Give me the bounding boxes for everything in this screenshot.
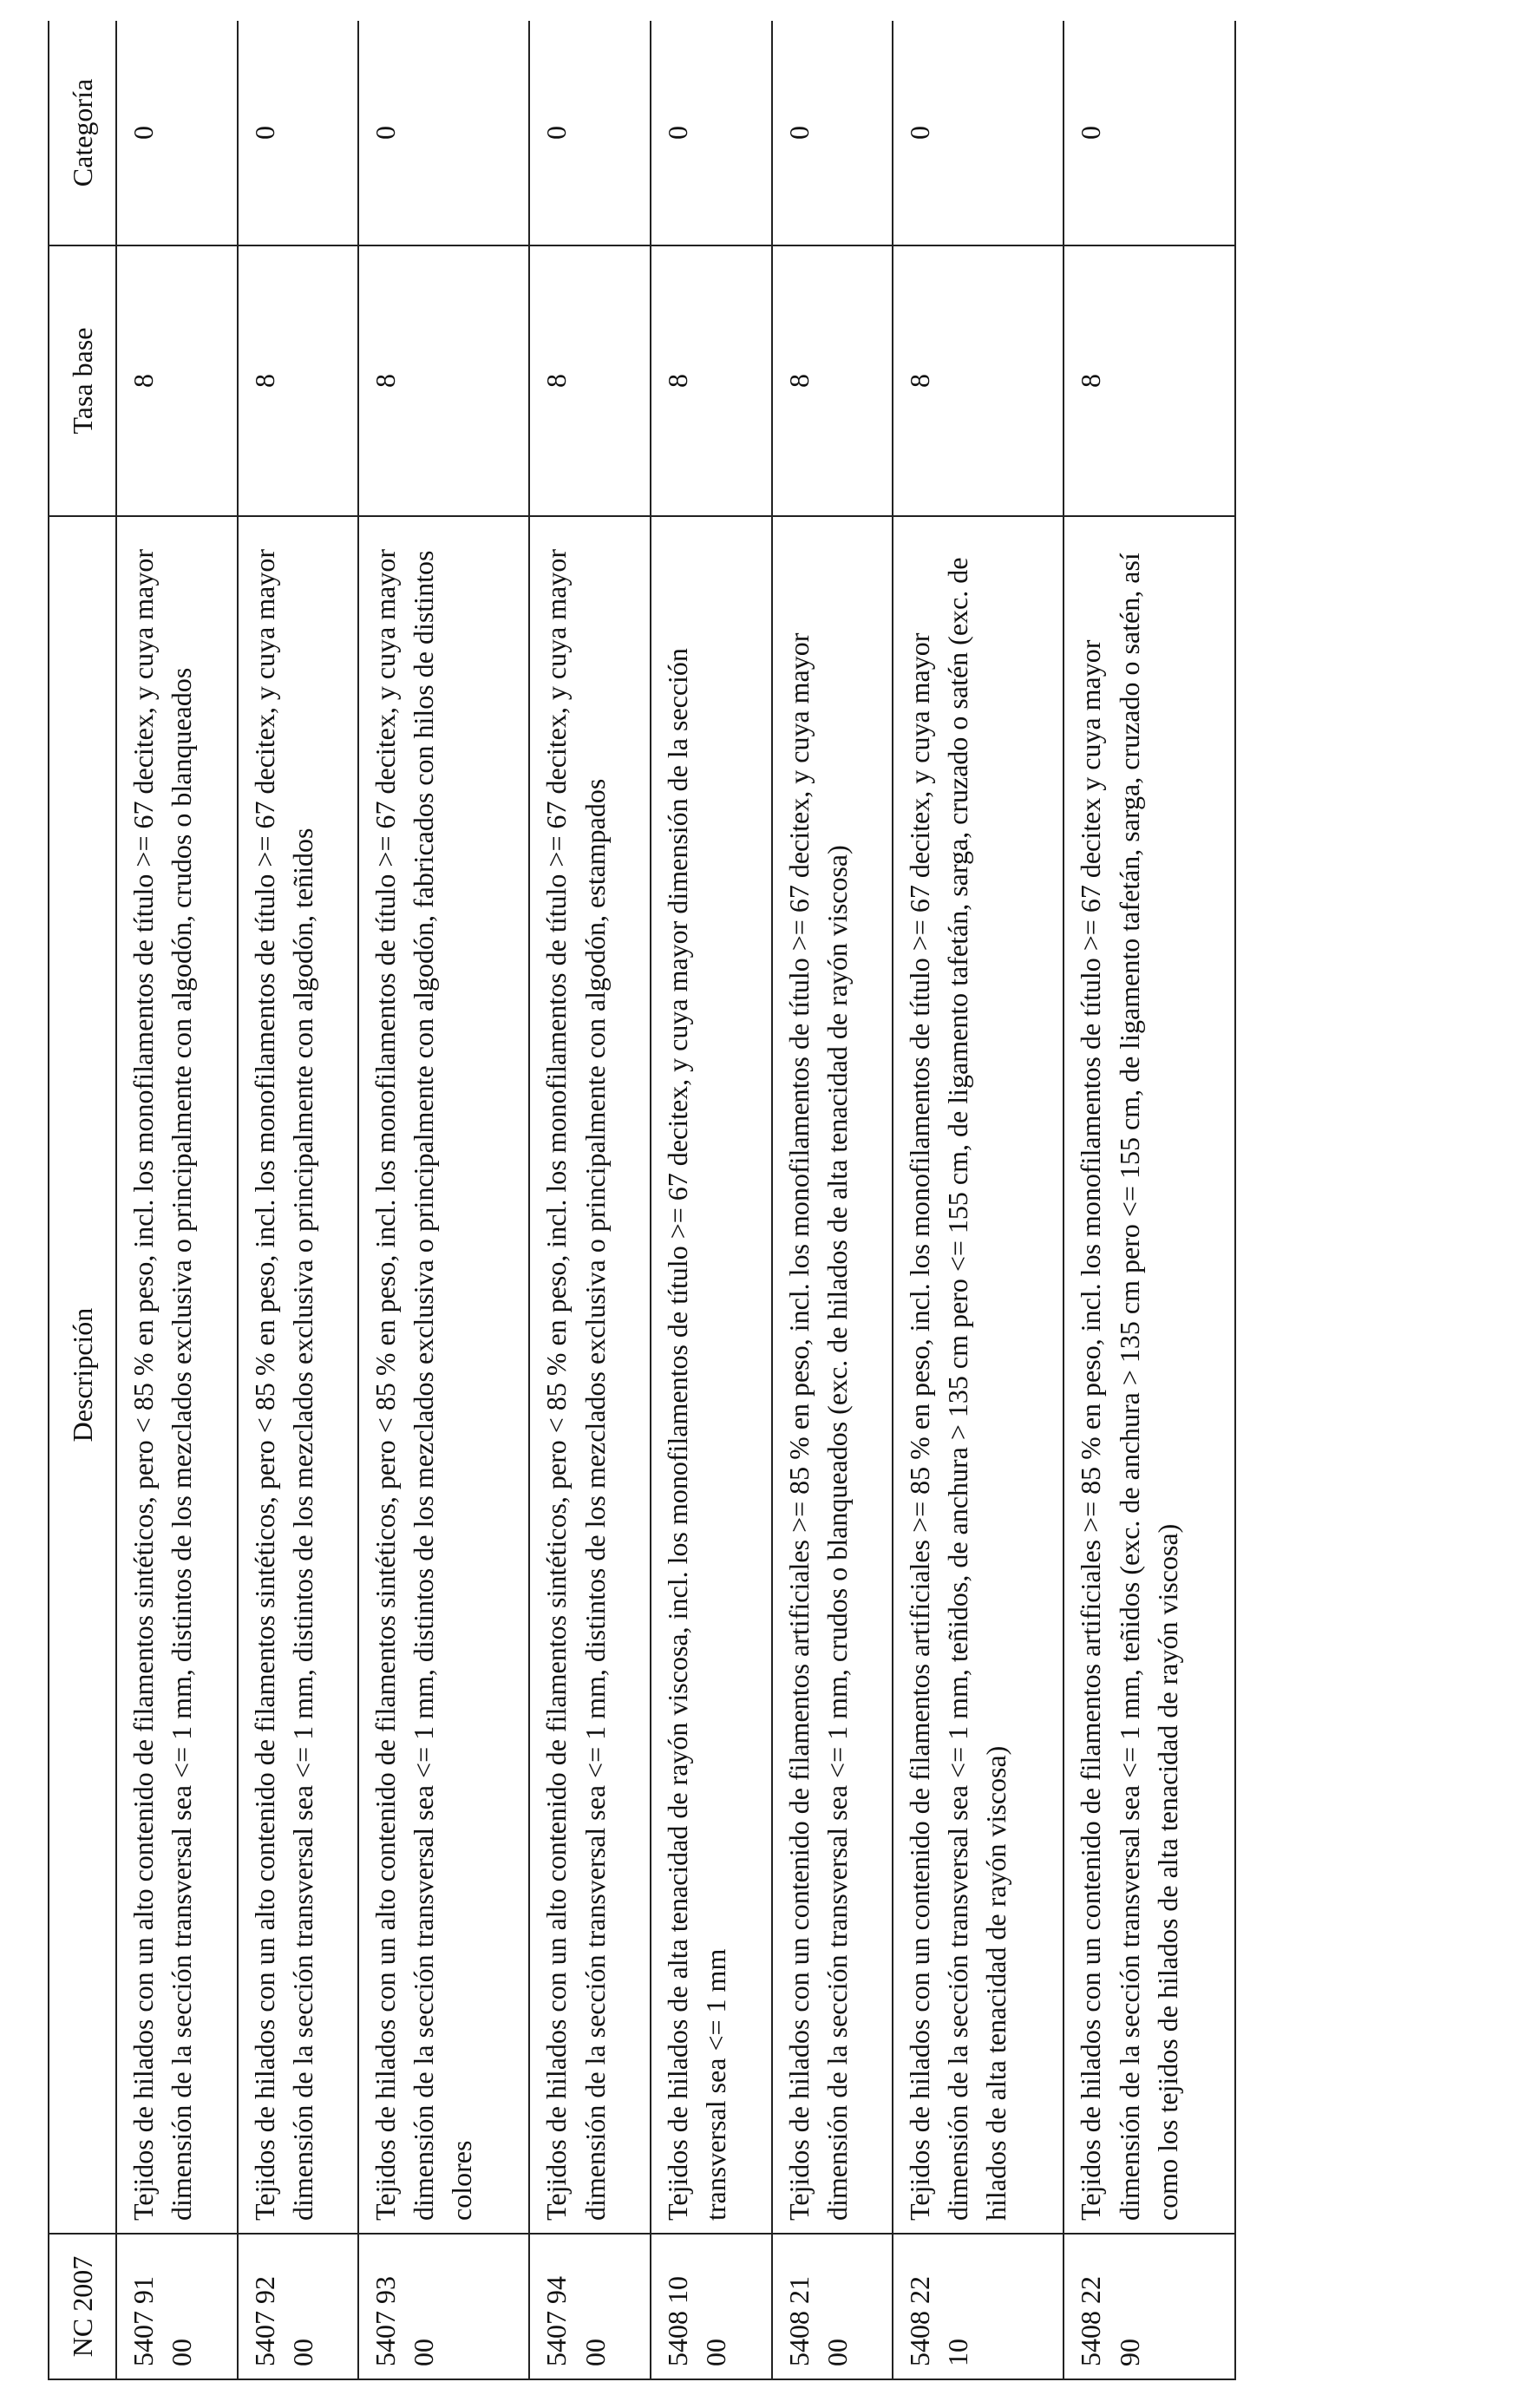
header-description: Descripción [49,516,116,2234]
row-base-rate: 8 [529,245,651,516]
row-code: 5408 21 00 [772,2234,893,2379]
row-base-rate: 8 [651,245,772,516]
row-code: 5407 92 00 [238,2234,359,2379]
row-code: 5407 94 00 [529,2234,651,2379]
row-category: 0 [772,21,893,245]
table-row [772,21,893,2379]
row-category: 0 [893,21,1064,245]
row-code: 5408 10 00 [651,2234,772,2379]
row-base-rate: 8 [1064,245,1235,516]
table-row [238,21,359,2379]
rotated-page [48,21,1236,2380]
row-code: 5408 22 10 [893,2234,1064,2379]
row-category: 0 [238,21,359,245]
row-base-rate: 8 [358,245,529,516]
row-description: Tejidos de hilados con un alto contenido de filamentos sintéticos, pero < 85 % en peso, incl. los monofilamentos de título >= 67 decitex, y cuya mayor dimensión de la sección transversal sea <= 1 mm, distintos de los mezclados exclusiva o principalmente con algodón, estampados [529,516,651,2234]
table-row [116,21,238,2379]
row-category: 0 [116,21,238,245]
row-category: 0 [651,21,772,245]
row-category: 0 [529,21,651,245]
row-description: Tejidos de hilados con un alto contenido de filamentos sintéticos, pero < 85 % en peso, incl. los monofilamentos de título >= 67 decitex, y cuya mayor dimensión de la sección transversal sea <= 1 mm, distintos de los mezclados exclusiva o principalmente con algodón, crudos o blanqueados [116,516,238,2234]
row-code: 5407 91 00 [116,2234,238,2379]
table-row [529,21,651,2379]
row-base-rate: 8 [772,245,893,516]
header-row [49,21,116,2379]
row-category: 0 [358,21,529,245]
table-row [893,21,1064,2379]
row-base-rate: 8 [893,245,1064,516]
row-base-rate: 8 [116,245,238,516]
table-row [651,21,772,2379]
row-code: 5407 93 00 [358,2234,529,2379]
table-row [358,21,529,2379]
row-description: Tejidos de hilados con un contenido de filamentos artificiales >= 85 % en peso, incl. los monofilamentos de título >= 67 decitex, y cuya mayor dimensión de la sección transversal sea <= 1 mm, teñidos, de anchura > 135 cm pero <= 155 cm, de ligamento tafetán, sarga, cruzado o satén (exc. de hilados de alta tenacidad de rayón viscosa) [893,516,1064,2234]
header-code: NC 2007 [49,2234,116,2379]
row-description: Tejidos de hilados de alta tenacidad de rayón viscosa, incl. los monofilamentos de título >= 67 decitex, y cuya mayor dimensión de la sección transversal sea <= 1 mm [651,516,772,2234]
rotated-content [48,21,1236,2380]
row-description: Tejidos de hilados con un alto contenido de filamentos sintéticos, pero < 85 % en peso, incl. los monofilamentos de título >= 67 decitex, y cuya mayor dimensión de la sección transversal sea <= 1 mm, distintos de los mezclados exclusiva o principalmente con algodón, teñidos [238,516,359,2234]
row-code: 5408 22 90 [1064,2234,1235,2379]
tariff-table [48,21,1236,2380]
header-base-rate: Tasa base [49,245,116,516]
header-category: Categoría [49,21,116,245]
row-base-rate: 8 [238,245,359,516]
row-description: Tejidos de hilados con un alto contenido de filamentos sintéticos, pero < 85 % en peso, incl. los monofilamentos de título >= 67 decitex, y cuya mayor dimensión de la sección transversal sea <= 1 mm, distintos de los mezclados exclusiva o principalmente con algodón, fabricados con hilos de distintos colores [358,516,529,2234]
row-category: 0 [1064,21,1235,245]
row-description: Tejidos de hilados con un contenido de filamentos artificiales >= 85 % en peso, incl. los monofilamentos de título >= 67 decitex y cuya mayor dimensión de la sección transversal sea <= 1 mm, teñidos (exc. de anchura > 135 cm pero <= 155 cm, de ligamento tafetán, sarga, cruzado o satén, así como los tejidos de hilados de alta tenacidad de rayón viscosa) [1064,516,1235,2234]
row-description: Tejidos de hilados con un contenido de filamentos artificiales >= 85 % en peso, incl. los monofilamentos de título >= 67 decitex, y cuya mayor dimensión de la sección transversal sea <= 1 mm, crudos o blanqueados (exc. de hilados de alta tenacidad de rayón viscosa) [772,516,893,2234]
table-row [1064,21,1235,2379]
